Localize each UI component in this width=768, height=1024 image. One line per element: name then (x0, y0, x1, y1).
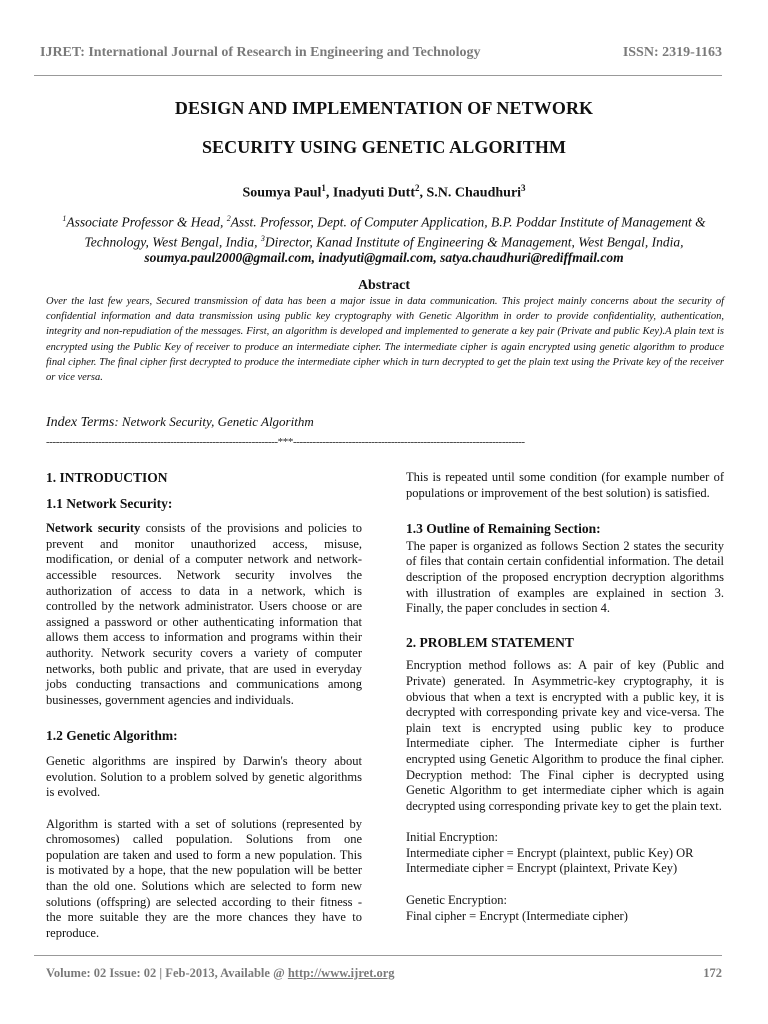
subsection-heading: 1.2 Genetic Algorithm: (46, 728, 178, 744)
affil-sup: 2 (226, 214, 231, 223)
paragraph: The paper is organized as follows Section 2 states the security of files that contain certain confidential information. The detail description of the proposed encryption decryption algorithms with illustration of examples are explained in section 3. Finally, the paper concludes in section 4. (406, 538, 724, 616)
section-heading: 1. INTRODUCTION (46, 470, 168, 485)
equation-line: Intermediate cipher = Encrypt (plaintext, Private Key) (406, 861, 678, 876)
paper-title-line-1: DESIGN AND IMPLEMENTATION OF NETWORK (174, 98, 594, 118)
subsection-heading: 1.1 Network Security: (46, 495, 173, 511)
author-sup: 1 (321, 183, 326, 193)
paragraph: Genetic algorithms are inspired by Darwin's theory about evolution. Solution to a problem solved by genetic algorithms is evolved. (46, 753, 362, 800)
author-separator: , (325, 185, 333, 201)
equation-label: Genetic Encryption: (406, 893, 508, 908)
page-number: 172 (703, 966, 722, 980)
paper-title-line-2: SECURITY USING GENETIC ALGORITHM (201, 137, 567, 157)
volume-info: Volume: 02 Issue: 02 | Feb-2013, Available @ (46, 966, 288, 980)
equation-label: Initial Encryption: (406, 830, 498, 845)
author-name: S.N. Chaudhuri (426, 185, 522, 201)
issn: ISSN: 2319-1163 (622, 45, 722, 60)
email-link[interactable]: inadyuti@gmail.com, satya.chaudhuri@rediffmail.com (318, 250, 624, 265)
footer-volume (46, 966, 395, 981)
author-list (0, 183, 768, 202)
subsection-heading: 1.3 Outline of Remaining Section: (406, 521, 601, 537)
affil-sup: 3 (260, 233, 265, 243)
paragraph: Encryption method follows as: A pair of key (Public and Private) generated. In Asymmetric-key cryptography, it is obvious that when a text is encrypted with a public key, it is decrypted with corresponding private key and vice-versa. The plain text is encrypted using public key to produce Intermediate cipher. The Intermediate cipher is further encrypted using Genetic Algorithm to produce the final cipher. Decryption method: The Final cipher is decrypted using Genetic Algorithm to get intermediate cipher which is again decrypted using corresponding private key to get the plain text. (406, 658, 724, 813)
paragraph: Algorithm is started with a set of solutions (represented by chromosomes) called population. Solutions from one population are taken and used to form a new population. This is motivated by a hope, that the new population will be better than the old one. Solutions which are selected to form new solutions (offspring) are selected according to their fitness - the more suitable they are the more chances they have to reproduce. (46, 816, 362, 940)
right-column (406, 470, 724, 924)
index-terms-label: Index Terms (46, 415, 115, 430)
email-separator: , (311, 250, 319, 265)
journal-name: IJRET: International Journal of Research in Engineering and Technology (40, 45, 481, 60)
author-sup: 3 (521, 183, 526, 193)
affiliation-1: Associate Professor & Head, (66, 214, 227, 230)
equation-line: Intermediate cipher = Encrypt (plaintext, public Key) OR (406, 845, 694, 860)
journal-url-link[interactable]: http://www.ijret.org (287, 966, 395, 980)
paragraph (46, 521, 362, 708)
author-separator: , (419, 185, 427, 201)
paragraph: This is repeated until some condition (for example number of populations or improvement of the best solution) is satisfied. (406, 470, 724, 500)
section-heading: 2. PROBLEM STATEMENT (406, 634, 574, 650)
index-terms (46, 414, 314, 431)
email-link[interactable]: soumya.paul2000@gmail.com (144, 250, 312, 265)
page-footer (34, 955, 722, 990)
page-header (34, 45, 722, 76)
left-column (46, 470, 362, 941)
author-emails (144, 250, 623, 265)
term-network-security: Network security (46, 521, 141, 536)
abstract-text: Over the last few years, Secured transmission of data has been a major issue in data communication. This project mainly concerns about the security of confidential information and data transmission using public key cryptography with Genetic Algorithm in order to provide confidentiality, authentication, integrity and non-repudiation of the messages. First, an algorithm is developed and implemented to generate a key pair (Private and public Key).A plain text is encrypted using the Public Key of receiver to produce an intermediate cipher. The intermediate cipher is again encrypted using genetic algorithm to produce final cipher. The final cipher first decrypted to produce the intermediate cipher which in turn decrypted to get the plain text using the Private key of the receiver or vice versa. (46, 296, 724, 384)
author-name: Inadyuti Dutt (332, 185, 415, 201)
author-sup: 2 (415, 183, 420, 193)
index-terms-value: : Network Security, Genetic Algorithm (114, 414, 314, 429)
affiliation-3: Director, Kanad Institute of Engineering & Management, West Bengal, India, (264, 234, 684, 249)
affiliations (44, 211, 724, 266)
affiliation-2: Asst. Professor, Dept. of Computer Application, B.P. Poddar Institute of Management & Technology, West Bengal, India, (84, 214, 706, 249)
paragraph-text: consists of the provisions and policies to prevent and monitor unauthorized access, misuse, modification, or denial of a computer network and network-accessible resources. Network security involves the authorization of access to data in a network, which is controlled by the network administrator. Users choose or are assigned a password or other authenticating information that allows them access to information and programs within their authority. Network security covers a variety of computer networks, both public and private, that are used in everyday jobs conducting transactions and communications among businesses, government agencies and individuals. (46, 521, 362, 707)
section-divider: -----------------------------------------------------------------------***----------------------------------------------------------------------- (46, 436, 525, 448)
affil-sup: 1 (62, 214, 67, 223)
abstract-heading: Abstract (357, 278, 411, 293)
author-name: Soumya Paul (242, 185, 322, 201)
equation-line: Final cipher = Encrypt (Intermediate cipher) (406, 908, 628, 923)
